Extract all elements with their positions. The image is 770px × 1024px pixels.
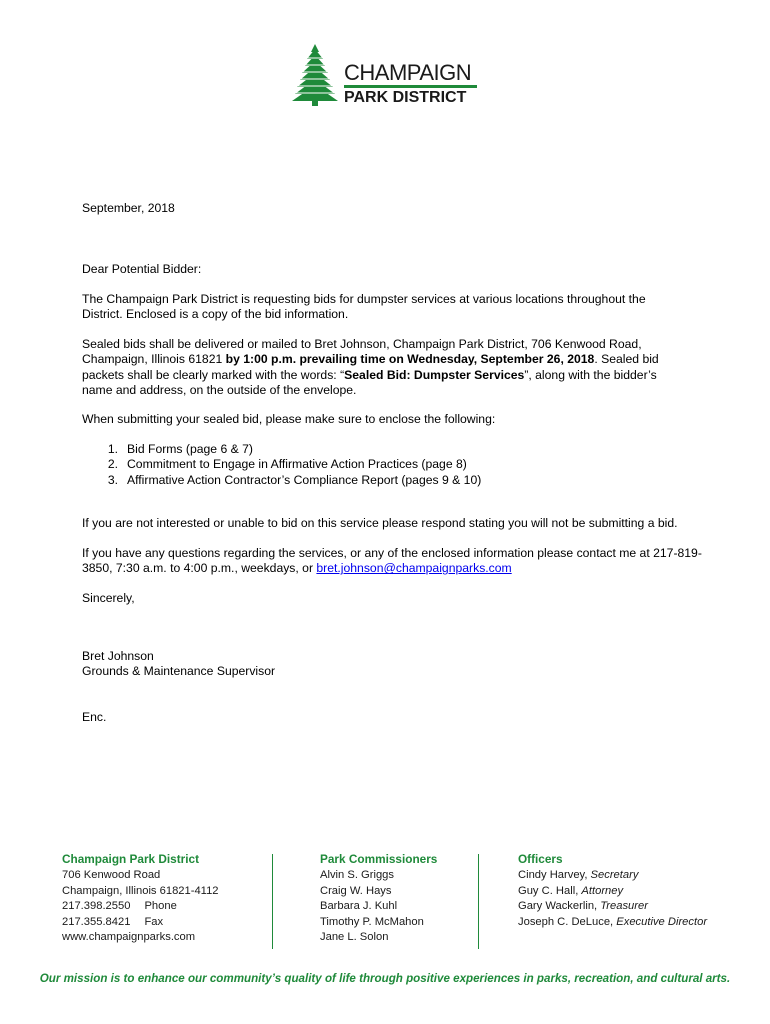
champaign-park-district-logo <box>292 44 492 110</box>
paragraph-enclose: When submitting your sealed bid, please make sure to enclose the following: <box>82 412 496 426</box>
closing: Sincerely, <box>82 591 135 605</box>
para2-text-3: ”, along with the bidder’s name and address, on the outside of the envelope. <box>82 367 657 398</box>
list-number: 1. <box>107 442 118 456</box>
letterhead-footer <box>0 852 770 962</box>
officer-name: Guy C. Hall, <box>518 884 582 897</box>
footer-commissioners <box>320 852 437 945</box>
commissioner-name: Alvin S. Griggs <box>320 869 394 882</box>
enclosure-list <box>82 442 481 488</box>
footer-fax <box>62 915 219 930</box>
list-text: Commitment to Engage in Affirmative Action Practices (page 8) <box>127 457 467 472</box>
para2-text-1: Sealed bids shall be delivered or mailed to Bret Johnson, Champaign Park District, 706 Kenwood Road, Champaign, Illinois 61821 <box>82 337 642 367</box>
footer-divider <box>478 854 479 949</box>
fax-number: 217.355.8421 <box>62 915 131 928</box>
list-number: 2. <box>107 457 118 472</box>
commissioner-name: Jane L. Solon <box>320 931 389 944</box>
paragraph-submission <box>82 337 682 399</box>
signer-title: Grounds & Maintenance Supervisor <box>82 664 276 678</box>
list-text: Affirmative Action Contractor’s Compliance Report (pages 9 & 10) <box>127 472 482 487</box>
footer-divider <box>272 854 273 949</box>
footer-heading: Park Commissioners <box>320 852 438 866</box>
phone-label: Phone <box>144 900 177 913</box>
footer-website: www.champaignparks.com <box>62 931 196 944</box>
phone-number: 217.398.2550 <box>62 900 131 913</box>
footer-phone <box>62 899 219 914</box>
footer-heading: Officers <box>518 852 563 866</box>
officer-role: Secretary <box>590 869 639 882</box>
enclosure-note: Enc. <box>82 710 107 724</box>
footer-district-info <box>62 852 219 945</box>
logo-subtitle: PARK DISTRICT <box>344 89 467 106</box>
list-number: 3. <box>107 472 118 487</box>
officer-entry <box>518 868 707 883</box>
signer-name: Bret Johnson <box>82 649 154 663</box>
paragraph-decline: If you are not interested or unable to bid on this service please respond stating you will not be submitting a bid. <box>82 516 678 530</box>
officer-name: Gary Wackerlin, <box>518 900 601 913</box>
paragraph-intro: The Champaign Park District is requesting bids for dumpster services at various locations throughout the District. Enclosed is a copy of the bid information. <box>82 292 646 322</box>
list-text: Bid Forms (page 6 & 7) <box>127 442 253 456</box>
list-item <box>82 473 481 488</box>
pine-tree-icon <box>292 44 338 108</box>
footer-address-line: Champaign, Illinois 61821-4112 <box>62 884 219 897</box>
email-link[interactable]: bret.johnson@champaignparks.com <box>316 561 512 576</box>
list-item <box>82 442 481 457</box>
salutation: Dear Potential Bidder: <box>82 262 202 276</box>
commissioner-name: Craig W. Hays <box>320 884 392 897</box>
officer-entry <box>518 915 707 930</box>
officer-role: Treasurer <box>600 900 648 913</box>
para2-text-2: . Sealed bid packets shall be clearly marked with the words: “ <box>82 352 659 382</box>
envelope-marking-text: Sealed Bid: Dumpster Services <box>344 367 525 382</box>
officer-entry <box>518 884 707 899</box>
officer-role: Attorney <box>581 884 624 897</box>
paragraph-contact <box>82 546 702 577</box>
footer-address-line: 706 Kenwood Road <box>62 869 161 882</box>
commissioner-name: Timothy P. McMahon <box>320 915 424 928</box>
officer-name: Cindy Harvey, <box>518 869 591 882</box>
officer-entry <box>518 899 707 914</box>
mission-statement: Our mission is to enhance our community’s quality of life through positive experiences in parks, recreation, and cultural arts. <box>39 972 731 985</box>
officer-name: Joseph C. DeLuce, <box>518 915 617 928</box>
logo-title: CHAMPAIGN <box>344 60 472 85</box>
logo-rule <box>344 85 477 88</box>
deadline-text: by 1:00 p.m. prevailing time on Wednesday, September 26, 2018 <box>225 352 595 367</box>
footer-officers <box>518 852 707 930</box>
fax-label: Fax <box>144 915 164 928</box>
contact-text: If you have any questions regarding the services, or any of the enclosed information please contact me at 217-819-3850, 7:30 a.m. to 4:00 p.m., weekdays, or <box>82 546 702 576</box>
list-item <box>82 457 481 472</box>
commissioner-name: Barbara J. Kuhl <box>320 900 398 913</box>
officer-role: Executive Director <box>616 915 708 928</box>
letter-date: September, 2018 <box>82 201 175 215</box>
footer-heading: Champaign Park District <box>62 852 200 866</box>
